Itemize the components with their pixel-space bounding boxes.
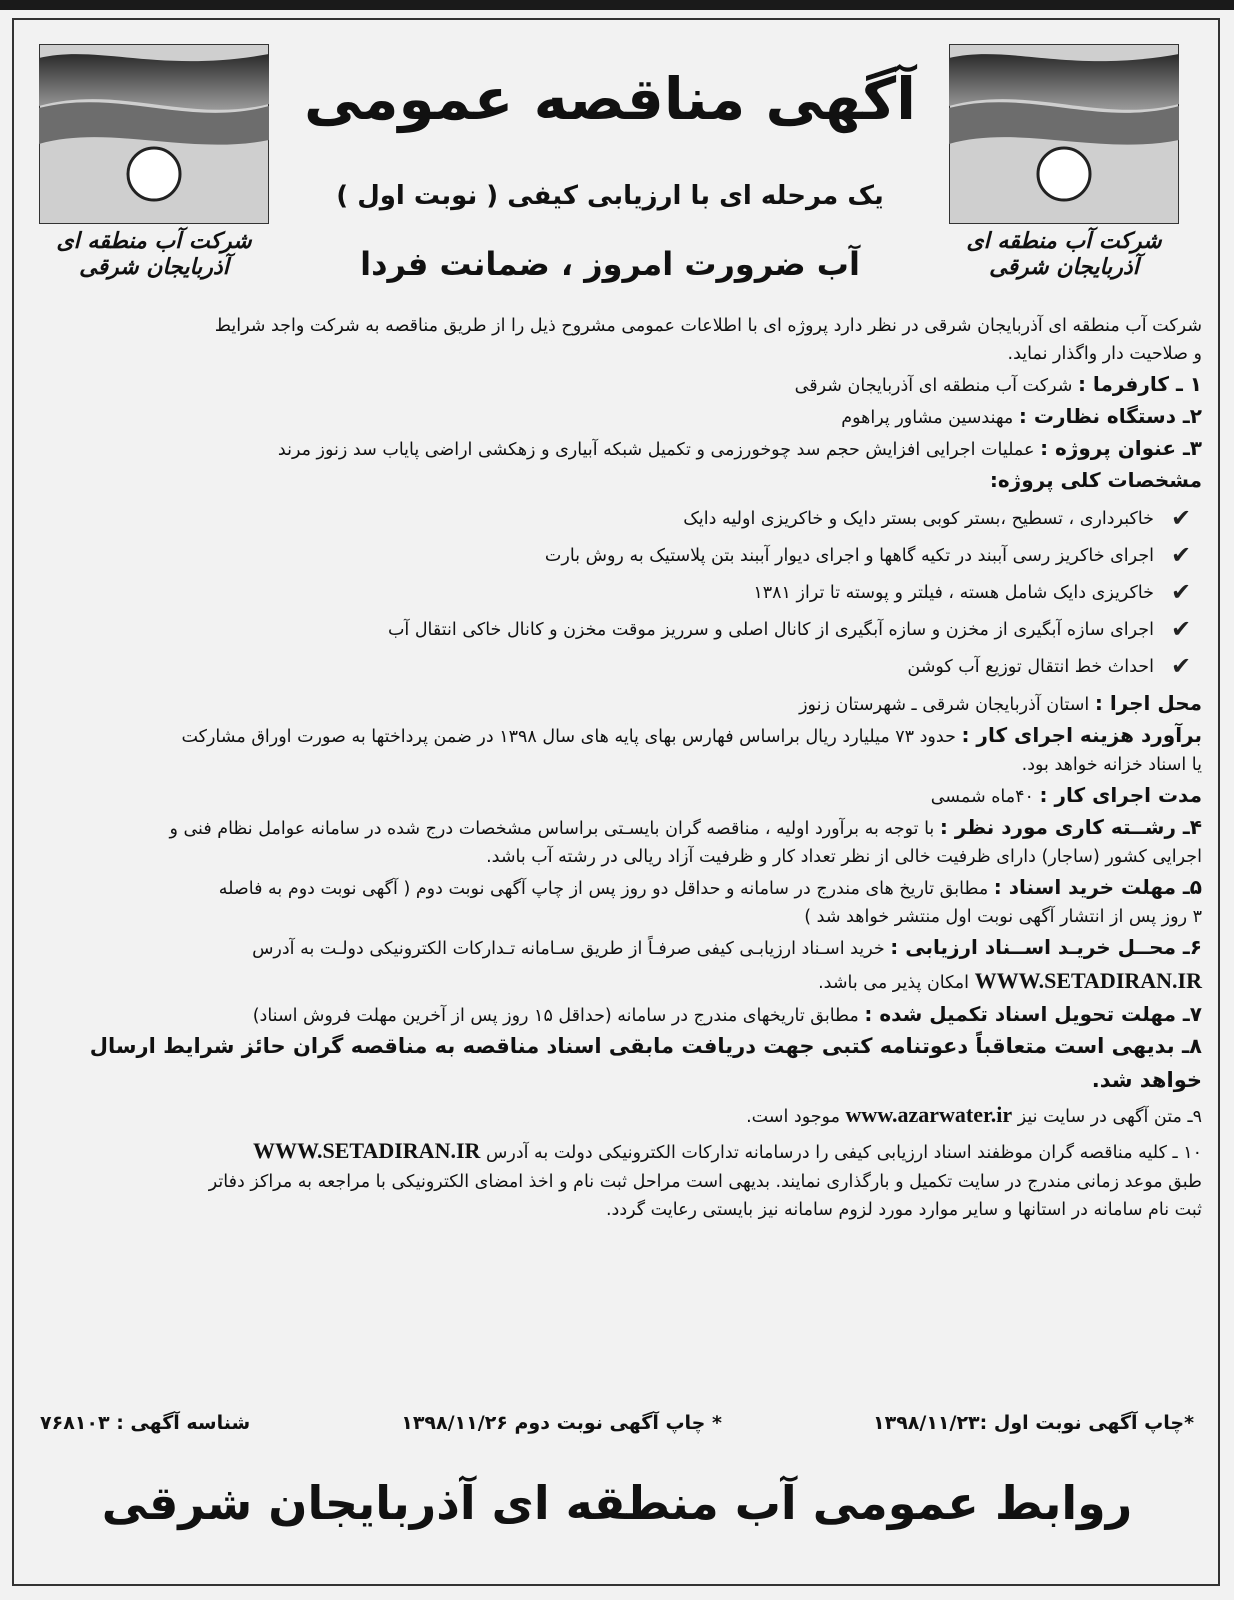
checkmark-icon: ✔: [1170, 578, 1192, 607]
item-8: ۸ـ بدیهی است متعاقباً دعوتنامه کتبی جهت دریافت مابقی اسناد مناقصه به مناقصه گران حائز شرایط ارسال خواهد شد.: [89, 1034, 1202, 1092]
purchase-deadline-value-2: ۳ روز پس از انتشار آگهی نوبت اول منتشر خواهد شد ): [804, 907, 1202, 927]
cost-label: برآورد هزینه اجرای کار :: [961, 723, 1202, 747]
item-9-pre: ۹ـ متن آگهی در سایت نیز: [1017, 1107, 1202, 1128]
footer-dates: [40, 1412, 1194, 1434]
specs-list: [30, 500, 1202, 685]
logo-caption-left: شرکت آب منطقه ای آذربایجان شرقی: [56, 228, 252, 280]
list-item: [30, 537, 1194, 574]
field-value-1: با توجه به برآورد اولیه ، مناقصه گران بایسـتی براساس مشخصات درج شده در سامانه عوامل نظام فنی و: [169, 819, 935, 839]
second-print-date: * چاپ آگهی نوبت دوم ۱۳۹۸/۱۱/۲۶: [401, 1412, 722, 1434]
location-line: [30, 687, 1202, 719]
logo-caption-right: شرکت آب منطقه ای آذربایجان شرقی: [966, 228, 1162, 280]
cost-value-1: حدود ۷۳ میلیارد ریال براساس فهارس بهای پایه های سال ۱۳۹۸ در ضمن پرداختها به صورت اوراق مشارکت: [181, 727, 956, 747]
duration-line: [30, 779, 1202, 811]
location-label: محل اجرا :: [1094, 691, 1202, 715]
purchase-place-value-2: امکان پذیر می باشد.: [818, 973, 970, 993]
company-logo-left: [34, 44, 274, 280]
checkmark-icon: ✔: [1170, 541, 1192, 570]
purchase-place-label: ۶ـ محــل خریـد اســناد ارزیابی :: [890, 935, 1202, 959]
purchase-deadline-value-1: مطابق تاریخ های مندرج در سامانه و حداقل دو روز پس از چاپ آگهی نوبت دوم ( آگهی نوبت دوم به فاصله: [218, 879, 989, 899]
cost-value-2: یا اسناد خزانه خواهد بود.: [1021, 755, 1202, 775]
item-9-post: موجود است.: [746, 1107, 840, 1128]
project-value: عملیات اجرایی افزایش حجم سد چوخورزمی و تکمیل شبکه آبیاری و زهکشی اراضی پایاب سد زنوز مرند: [277, 440, 1035, 460]
spec-text: اجرای خاکریز رسی آببند در تکیه گاهها و اجرای دیوار آببند بتن پلاستیک به روش بارت: [544, 545, 1154, 566]
top-rule: [0, 0, 1234, 10]
supervisor-line: [30, 400, 1202, 432]
header-block: [290, 66, 930, 283]
delivery-line: [30, 998, 1202, 1030]
footer-signature: روابط عمومی آب منطقه ای آذربایجان شرقی: [101, 1476, 1133, 1530]
setadiran-link-2[interactable]: WWW.SETADIRAN.IR: [253, 1137, 481, 1163]
project-label: ۳ـ عنوان پروژه :: [1040, 436, 1202, 460]
purchase-deadline-label: ۵ـ مهلت خرید اسناد :: [993, 875, 1202, 899]
slogan: آب ضرورت امروز ، ضمانت فردا: [360, 244, 860, 283]
location-value: استان آذربایجان شرقی ـ شهرستان زنوز: [799, 695, 1090, 715]
item-9: [30, 1097, 1202, 1132]
list-item: [30, 611, 1194, 648]
employer-value: شرکت آب منطقه ای آذربایجان شرقی: [794, 376, 1073, 396]
checkmark-icon: ✔: [1170, 652, 1192, 681]
delivery-label: ۷ـ مهلت تحویل اسناد تکمیل شده :: [864, 1002, 1202, 1027]
supervisor-label: ۲ـ دستگاه نظارت :: [1018, 404, 1202, 428]
list-item: [30, 648, 1194, 685]
duration-value: ۴۰ماه شمسی: [930, 787, 1034, 807]
purchase-place-value-1: خرید اسـناد ارزیابـی کیفی صرفـاً از طریق سـامانه تـدارکات الکترونیکی دولـت به آدرس: [252, 939, 885, 959]
page-title: آگهی مناقصه عمومی: [303, 65, 917, 133]
item-10: [30, 1133, 1202, 1168]
field-label: ۴ـ رشــته کاری مورد نظر :: [939, 815, 1202, 839]
field-line: [30, 811, 1202, 843]
list-item: [30, 500, 1194, 537]
item-10-line-3: ثبت نام سامانه در استانها و سایر موارد مورد لزوم سامانه نیز بایستی رعایت گردد.: [605, 1199, 1202, 1220]
first-print-date: *چاپ آگهی نوبت اول :۱۳۹۸/۱۱/۲۳: [873, 1412, 1194, 1434]
list-item: [30, 574, 1194, 611]
employer-label: ۱ ـ کارفرما :: [1077, 372, 1202, 396]
ad-id: شناسه آگهی : ۷۶۸۱۰۳: [40, 1412, 251, 1434]
spec-text: اجرای سازه آبگیری از مخزن و سازه آبگیری از کانال اصلی و سرریز موقت مخزن و کانال خاکی انتقال آب: [387, 619, 1154, 640]
spec-text: احداث خط انتقال توزیع آب کوشن: [907, 656, 1154, 677]
checkmark-icon: ✔: [1170, 615, 1192, 644]
purchase-place-line-2: [30, 963, 1202, 998]
supervisor-value: مهندسین مشاور پراهوم: [841, 408, 1014, 428]
specs-heading: مشخصات کلی پروژه:: [989, 468, 1202, 492]
project-line: [30, 432, 1202, 464]
intro-line-2: و صلاحیت دار واگذار نماید.: [1007, 344, 1202, 364]
employer-line: [30, 368, 1202, 400]
field-value-2: اجرایی کشور (ساجار) دارای ظرفیت خالی از نظر تعداد کار و ظرفیت آزاد ریالی در رشته آب باشد.: [486, 847, 1202, 867]
spec-text: خاکریزی دایک شامل هسته ، فیلتر و پوسته تا تراز ۱۳۸۱: [753, 582, 1154, 603]
item-10-pre: ۱۰ ـ کلیه مناقصه گران موظفند اسناد ارزیابی کیفی را درسامانه تدارکات الکترونیکی دولت به آدرس: [486, 1142, 1202, 1163]
purchase-place-line: [30, 931, 1202, 963]
water-company-logo-icon: [39, 44, 269, 224]
company-logo-right: [944, 44, 1184, 280]
notice-body: [30, 312, 1202, 1224]
subtitle: یک مرحله ای با ارزیابی کیفی ( نوبت اول ): [336, 180, 884, 211]
item-10-line-2: طبق موعد زمانی مندرج در سایت تکمیل و بارگذاری نمایند. بدیهی است مراحل ثبت نام و اخذ امضای الکترونیکی با مراجعه به مراکز دفاتر: [208, 1171, 1202, 1192]
azarwater-link[interactable]: www.azarwater.ir: [845, 1102, 1013, 1128]
duration-label: مدت اجرای کار :: [1039, 783, 1202, 807]
setadiran-link[interactable]: WWW.SETADIRAN.IR: [974, 968, 1202, 993]
spec-text: خاکبرداری ، تسطیح ،بستر کوبی بستر دایک و خاکریزی اولیه دایک: [683, 508, 1154, 529]
intro-line-1: شرکت آب منطقه ای آذربایجان شرقی در نظر دارد پروژه ای با اطلاعات عمومی مشروح ذیل را از طریق مناقصه به شرکت واجد شرایط: [214, 316, 1202, 336]
water-company-logo-icon: [949, 44, 1179, 224]
checkmark-icon: ✔: [1170, 504, 1192, 533]
purchase-deadline-line: [30, 871, 1202, 903]
delivery-value: مطابق تاریخهای مندرج در سامانه (حداقل ۱۵ روز پس از آخرین مهلت فروش اسناد): [252, 1006, 859, 1027]
cost-line: [30, 719, 1202, 751]
